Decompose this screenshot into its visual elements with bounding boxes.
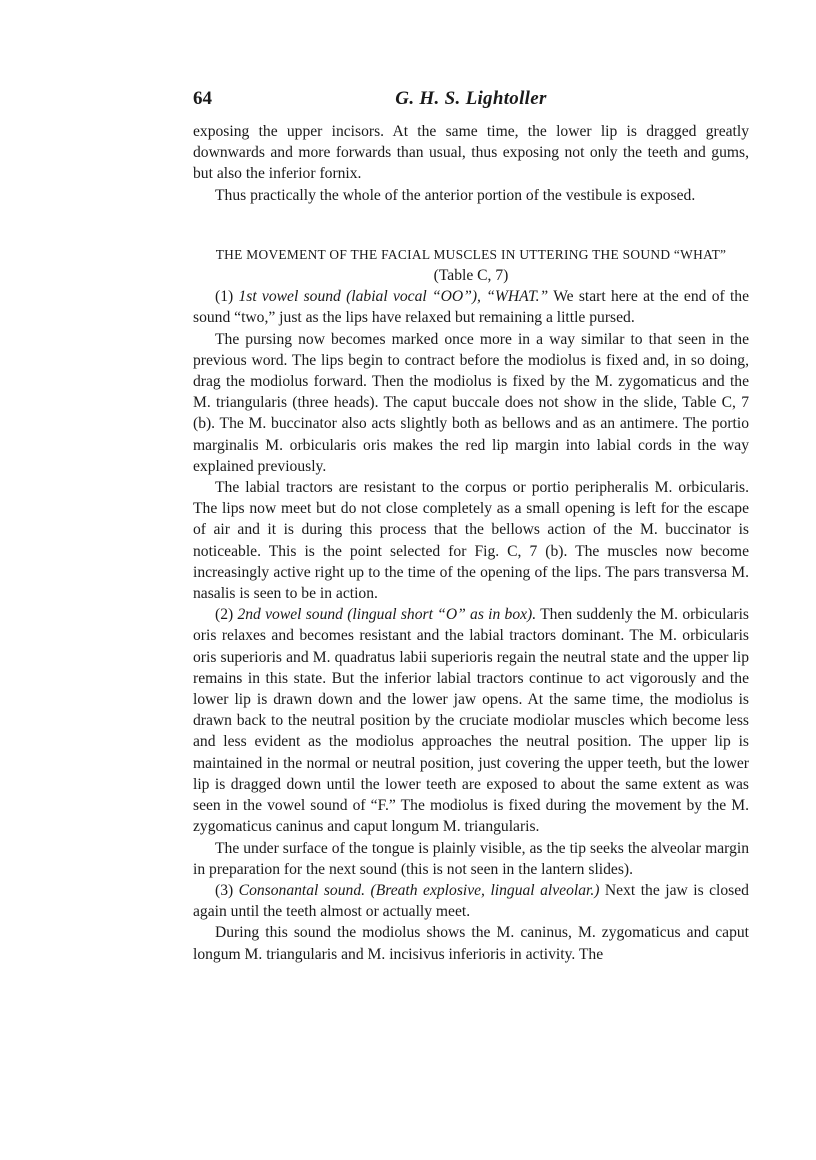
paragraph: The pursing now becomes marked once more in a way similar to that seen in the previous word. The lips begin to contract before the modiolus is fixed and, in so doing, drag the modiolus forward. Then the modiolus is fixed by the M. zygomaticus and the M. triangularis (three heads). The caput buccale does not show in the slide, Table C, 7 (b). The M. buccinator also acts slightly both as bellows and as an antimere. The portio marginalis M. orbicularis oris makes the red lip margin into labial cords in the way explained previously. [193,330,749,475]
page-header [193,88,749,114]
paragraph [193,880,749,922]
section-subtitle: (Table C, 7) [433,267,509,285]
body-text [193,121,749,965]
paragraph [193,286,749,328]
paragraph: The labial tractors are resistant to the corpus or portio peripheralis M. orbicularis. The lips now meet but do not close completely as a small opening is left for the escape of air and it is during this process that the bellows action of the M. buccinator is noticeable. This is the point selected for Fig. C, 7 (b). The muscles now become increasingly active right up to the time of the opening of the lips. The pars transversa M. nasalis is seen to be in action. [193,479,749,603]
item-heading: Consonantal sound. (Breath explosive, lingual alveolar.) [238,881,600,899]
item-heading: 2nd vowel sound (lingual short “O” as in box). [237,606,537,624]
paragraph-text: We start here at the end of the sound “two,” just as the lips have relaxed but remaining a little pursed. [193,288,750,327]
running-head: G. H. S. Lightoller [395,88,547,109]
item-number: (3) [215,881,234,899]
paragraph: exposing the upper incisors. At the same time, the lower lip is dragged greatly downwards and more forwards than usual, thus exposing not only the teeth and gums, but also the inferior fornix. [193,123,749,183]
item-number: (1) [215,288,234,306]
paragraph [193,604,749,837]
paragraph-text: Then suddenly the M. orbicularis oris relaxes and becomes resistant and the labial tractors dominant. The M. orbicularis oris superioris and M. quadratus labii superioris regain the neutral state and the upper lip remains in this state. But the inferior labial tractors continue to act vigorously and the lower lip is drawn down and the lower jaw opens. At the same time, the modiolus is drawn back to the neutral position by the cruciate modiolar muscles which become less and less evident as the modiolus approaches the neutral position. The upper lip is maintained in the normal or neutral position, just covering the upper teeth, but the lower lip is dragged down until the lower teeth are exposed to about the same extent as was seen in the vowel sound of “F.” The modiolus is fixed during the movement by the M. zygomaticus caninus and caput longum M. triangularis. [193,606,749,836]
section-title: THE MOVEMENT OF THE FACIAL MUSCLES IN UTTERING THE SOUND “WHAT” [215,246,727,262]
item-heading: 1st vowel sound (labial vocal “OO”), “WHAT.” [238,288,549,306]
item-number: (2) [215,606,234,624]
page-number: 64 [193,88,212,109]
paragraph: The under surface of the tongue is plainly visible, as the tip seeks the alveolar margin in preparation for the next sound (this is not seen in the lantern slides). [193,839,749,878]
paragraph-text: Next the jaw is closed again until the teeth almost or actually meet. [193,881,749,921]
paragraph: During this sound the modiolus shows the M. caninus, M. zygomaticus and caput longum M. triangularis and M. incisivus inferioris in activity. The [193,924,749,963]
paragraph: Thus practically the whole of the anterior portion of the vestibule is exposed. [215,186,696,204]
